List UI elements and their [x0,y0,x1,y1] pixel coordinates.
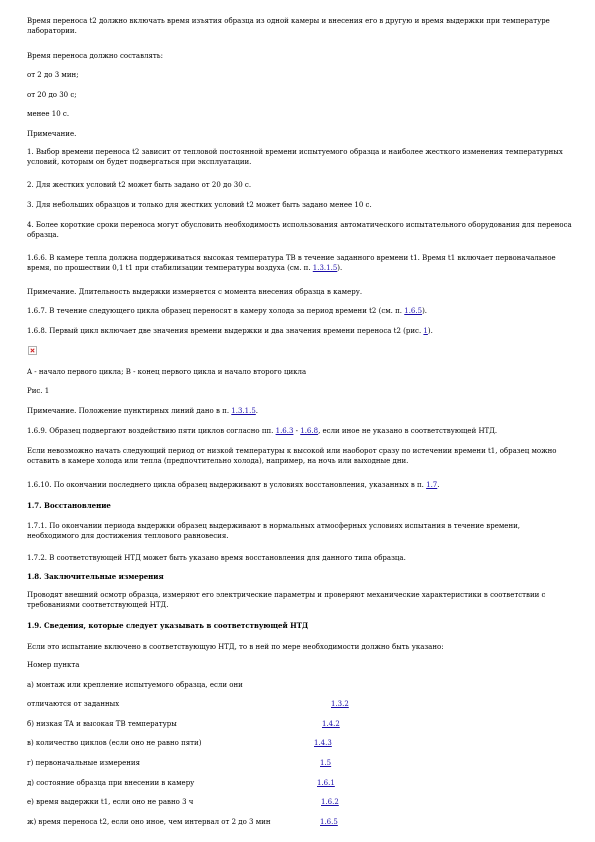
clause-number-header: Номер пункта [27,661,80,669]
reference-row-e [27,778,572,788]
reference-row-label: е) время выдержки t1, если оно не равно 3 ч [27,798,194,806]
paragraph-1-6-7 [27,306,427,316]
paragraph-1-6-9-text: 1.6.9. Образец подвергают воздействию пяти циклов согласно пп. [27,427,276,435]
paragraph-1-6-8-end: ). [427,327,433,335]
note-hold-duration: Примечание. Длительность выдержки измеряется с момента внесения образца в камеру. [27,288,363,296]
paragraph-1-6-9-mid: - [293,427,301,435]
figure-caption: Рис. 1 [27,387,50,395]
paragraph-transfer-time-definition: Время переноса t2 должно включать время изъятия образца из одной камеры и внесения его в другую и время выдержки при температуре лаборатории. [27,17,550,35]
paragraph-final-measurements: Проводят внешний осмотр образца, измеряют его электрические параметры и проверяют механические характеристики в соответствии с требованиями соответствующей НТД. [27,591,546,609]
note-1: 1. Выбор времени переноса t2 зависит от тепловой постоянной времени испытуемого образца и наиболее жесткого изменения температурных условий, которым он будет подвергаться при эксплуатации. [27,148,563,166]
section-heading-information: 1.9. Сведения, которые следует указывать в соответствующей НТД [27,621,309,630]
note-2: 2. Для жестких условий t2 может быть задано от 20 до 30 с. [27,181,252,189]
paragraph-1-6-6 [27,253,572,273]
paragraph-1-6-7-text: 1.6.7. В течение следующего цикла образец переносят в камеру холода за период времени t2 (см. п. [27,307,405,315]
figure-legend: A - начало первого цикла; B - конец первого цикла и начало второго цикла [27,368,307,376]
paragraph-1-6-8 [27,326,433,336]
reference-row-label: г) первоначальные измерения [27,759,141,767]
paragraph-transfer-time-intro: Время переноса должно составлять: [27,52,163,60]
list-item-option-1: от 2 до 3 мин; [27,71,79,79]
reference-row-b [27,719,572,729]
section-heading-final-measurements: 1.8. Заключительные измерения [27,572,164,581]
reference-row-label: в) количество циклов (если оно не равно пяти) [27,739,202,747]
link-1-3-1-5-b[interactable]: 1.3.1.5 [231,407,256,415]
paragraph-1-6-10-text: 1.6.10. По окончании последнего цикла образец выдерживают в условиях восстановления, указанных в п. [27,481,427,489]
paragraph-overnight: Если невозможно начать следующий период от низкой температуры к высокой или наоборот сразу по истечении времени t1, образец можно оставить в камере холода или тепла (предпочтительно холода), например, на ночь или выходные дни. [27,447,557,465]
reference-row-d [27,758,572,768]
reference-link-1-4-2[interactable]: 1.4.2 [322,720,340,728]
reference-row-g [27,817,572,827]
reference-row-label: ж) время переноса t2, если оно иное, чем интервал от 2 до 3 мин [27,818,271,826]
note-dashed-lines-end: . [255,407,259,415]
link-1-6-5[interactable]: 1.6.5 [404,307,423,315]
reference-link-1-3-2[interactable]: 1.3.2 [331,700,349,708]
list-item-option-3: менее 10 с. [27,110,70,118]
reference-link-1-4-3[interactable]: 1.4.3 [314,739,332,747]
list-item-option-2: от 20 до 30 с; [27,91,77,99]
paragraph-1-6-8-text: 1.6.8. Первый цикл включает две значения времени выдержки и два значения времени переноса t2 (рис. [27,327,424,335]
reference-row-a [27,699,572,709]
reference-link-1-5[interactable]: 1.5 [320,759,332,767]
reference-link-1-6-2[interactable]: 1.6.2 [321,798,339,806]
list-item-a: а) монтаж или крепление испытуемого образца, если они [27,681,243,689]
broken-image-icon [28,346,37,355]
reference-link-1-6-1[interactable]: 1.6.1 [317,779,335,787]
reference-link-1-6-5[interactable]: 1.6.5 [320,818,338,826]
reference-row-label: отличаются от заданных [27,700,120,708]
note-3: 3. Для небольших образцов и только для жестких условий t2 может быть задано менее 10 с. [27,201,372,209]
note-dashed-lines [27,406,258,416]
note-4: 4. Более короткие сроки переноса могут обусловить необходимость использования автоматического испытательного оборудования для переноса образца. [27,221,572,239]
paragraph-1-6-9-end: , если иное не указано в соответствующей НТД. [318,427,498,435]
paragraph-1-6-6-end: ). [337,264,343,272]
paragraph-information-intro: Если это испытание включено в соответствующую НТД, то в ней по мере необходимости должно быть указано: [27,643,444,651]
link-1-7[interactable]: 1.7 [426,481,438,489]
reference-row-label: б) низкая TA и высокая TB температуры [27,720,177,728]
reference-row-label: д) состояние образца при внесении в камеру [27,779,195,787]
paragraph-1-7-2: 1.7.2. В соответствующей НТД может быть указано время восстановления для данного типа образца. [27,554,406,562]
section-heading-recovery: 1.7. Восстановление [27,501,111,510]
paragraph-1-6-10 [27,480,439,490]
reference-row-c [27,738,572,748]
paragraph-1-6-6-text: 1.6.6. В камере тепла должна поддерживаться высокая температура TB в течение заданного времени t1. Время t1 включает первоначальное время, по прошествии 0,1 t1 при стабилизации температуры воздуха (см. п. [27,254,556,272]
paragraph-1-7-1: 1.7.1. По окончании периода выдержки образец выдерживают в нормальных атмосферных условиях испытания в течение времени, необходимого для достижения теплового равновесия. [27,522,520,540]
reference-row-f [27,797,572,807]
paragraph-1-6-7-end: ). [422,307,428,315]
paragraph-1-6-10-end: . [437,481,440,489]
link-figure-1[interactable]: 1 [423,327,428,335]
note-heading: Примечание. [27,130,77,138]
link-1-6-3[interactable]: 1.6.3 [275,427,294,435]
link-1-3-1-5[interactable]: 1.3.1.5 [312,264,338,272]
paragraph-1-6-9 [27,426,497,436]
note-dashed-lines-text: Примечание. Положение пунктирных линий дано в п. [27,407,232,415]
link-1-6-8[interactable]: 1.6.8 [300,427,319,435]
